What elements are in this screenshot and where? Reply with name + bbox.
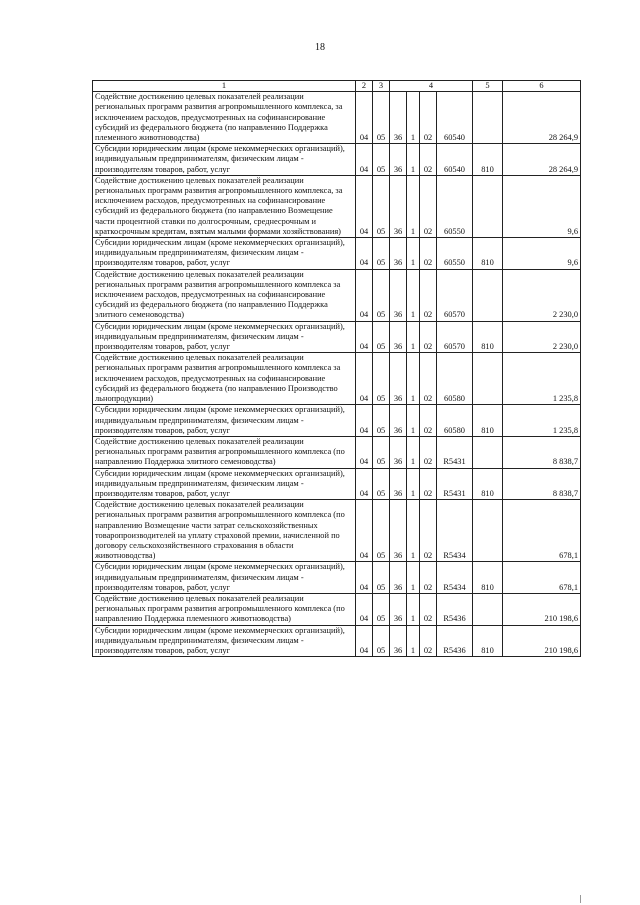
row-description: Содействие достижению целевых показателей реализации региональных программ развития агропромышленного комплекса (по направлению Возмещение части затрат сельскохозяйственных товаропроизводителей на уплату страховой премии, начисленной по договору сельскохозяйственного страхования в области животноводства) bbox=[93, 500, 356, 562]
row-code-2: 04 bbox=[356, 353, 373, 405]
row-amount: 210 198,6 bbox=[503, 625, 581, 657]
row-amount: 2 230,0 bbox=[503, 269, 581, 321]
row-code-4c: 02 bbox=[420, 625, 437, 657]
row-code-3: 05 bbox=[373, 175, 390, 237]
row-description: Субсидии юридическим лицам (кроме некоммерческих организаций), индивидуальным предпринимателям, физическим лицам - производителям товаров, работ, услуг bbox=[93, 562, 356, 594]
row-code-5: 810 bbox=[473, 321, 503, 353]
row-code-4b: 1 bbox=[407, 321, 420, 353]
row-description: Субсидии юридическим лицам (кроме некоммерческих организаций), индивидуальным предпринимателям, физическим лицам - производителям товаров, работ, услуг bbox=[93, 321, 356, 353]
header-col-2: 2 bbox=[356, 81, 373, 92]
row-code-5 bbox=[473, 92, 503, 144]
row-code-4c: 02 bbox=[420, 353, 437, 405]
row-code-4a: 36 bbox=[390, 593, 407, 625]
row-code-5: 810 bbox=[473, 468, 503, 500]
row-code-3: 05 bbox=[373, 625, 390, 657]
row-amount: 8 838,7 bbox=[503, 436, 581, 468]
table-body bbox=[93, 92, 581, 657]
row-code-4c: 02 bbox=[420, 175, 437, 237]
table-header-row bbox=[93, 81, 581, 92]
row-code-5: 810 bbox=[473, 625, 503, 657]
row-amount: 210 198,6 bbox=[503, 593, 581, 625]
row-code-4d: 60570 bbox=[437, 321, 473, 353]
row-amount: 1 235,8 bbox=[503, 353, 581, 405]
row-code-3: 05 bbox=[373, 562, 390, 594]
row-code-4d: R5434 bbox=[437, 500, 473, 562]
row-code-4d: 60540 bbox=[437, 92, 473, 144]
row-code-5: 810 bbox=[473, 405, 503, 437]
row-amount: 9,6 bbox=[503, 175, 581, 237]
row-code-3: 05 bbox=[373, 500, 390, 562]
row-code-3: 05 bbox=[373, 238, 390, 270]
row-code-3: 05 bbox=[373, 144, 390, 176]
row-code-4c: 02 bbox=[420, 269, 437, 321]
row-code-4d: 60550 bbox=[437, 175, 473, 237]
row-code-4d: R5434 bbox=[437, 562, 473, 594]
row-code-4b: 1 bbox=[407, 175, 420, 237]
scan-mark bbox=[580, 895, 581, 903]
row-code-4c: 02 bbox=[420, 500, 437, 562]
page-number: 18 bbox=[315, 42, 325, 53]
table-row bbox=[93, 175, 581, 237]
row-code-3: 05 bbox=[373, 405, 390, 437]
row-code-4b: 1 bbox=[407, 353, 420, 405]
row-code-2: 04 bbox=[356, 238, 373, 270]
row-code-4a: 36 bbox=[390, 269, 407, 321]
row-code-5: 810 bbox=[473, 144, 503, 176]
row-code-4b: 1 bbox=[407, 238, 420, 270]
row-code-4c: 02 bbox=[420, 593, 437, 625]
table-row bbox=[93, 500, 581, 562]
row-code-2: 04 bbox=[356, 405, 373, 437]
row-description: Содействие достижению целевых показателей реализации региональных программ развития агропромышленного комплекса за исключением расходов, предусмотренных на софинансирование субсидий из федерального бюджета (по направлению Поддержка элитного семеноводства) bbox=[93, 269, 356, 321]
row-code-3: 05 bbox=[373, 321, 390, 353]
row-amount: 8 838,7 bbox=[503, 468, 581, 500]
table-row bbox=[93, 92, 581, 144]
row-code-4b: 1 bbox=[407, 593, 420, 625]
row-code-3: 05 bbox=[373, 436, 390, 468]
table-row bbox=[93, 593, 581, 625]
row-code-4b: 1 bbox=[407, 436, 420, 468]
row-code-4c: 02 bbox=[420, 321, 437, 353]
row-amount: 1 235,8 bbox=[503, 405, 581, 437]
row-code-4d: 60580 bbox=[437, 405, 473, 437]
row-code-4d: R5431 bbox=[437, 436, 473, 468]
header-col-6: 6 bbox=[503, 81, 581, 92]
row-code-4a: 36 bbox=[390, 353, 407, 405]
row-code-4b: 1 bbox=[407, 269, 420, 321]
row-code-4a: 36 bbox=[390, 436, 407, 468]
row-code-2: 04 bbox=[356, 468, 373, 500]
row-code-2: 04 bbox=[356, 144, 373, 176]
header-col-3: 3 bbox=[373, 81, 390, 92]
budget-table bbox=[92, 80, 581, 657]
row-code-4b: 1 bbox=[407, 144, 420, 176]
row-code-5 bbox=[473, 269, 503, 321]
row-code-4d: R5431 bbox=[437, 468, 473, 500]
row-code-3: 05 bbox=[373, 353, 390, 405]
row-amount: 28 264,9 bbox=[503, 144, 581, 176]
header-col-1: 1 bbox=[93, 81, 356, 92]
row-code-4b: 1 bbox=[407, 405, 420, 437]
row-code-4b: 1 bbox=[407, 500, 420, 562]
row-code-3: 05 bbox=[373, 468, 390, 500]
row-code-5: 810 bbox=[473, 562, 503, 594]
row-code-4d: 60570 bbox=[437, 269, 473, 321]
row-code-3: 05 bbox=[373, 593, 390, 625]
row-code-4c: 02 bbox=[420, 562, 437, 594]
table-row bbox=[93, 321, 581, 353]
row-code-5 bbox=[473, 175, 503, 237]
table-row bbox=[93, 269, 581, 321]
row-amount: 28 264,9 bbox=[503, 92, 581, 144]
row-code-5 bbox=[473, 353, 503, 405]
row-description: Содействие достижению целевых показателей реализации региональных программ развития агропромышленного комплекса (по направлению Поддержка племенного животноводства) bbox=[93, 593, 356, 625]
table-row bbox=[93, 468, 581, 500]
row-code-4a: 36 bbox=[390, 405, 407, 437]
row-code-4c: 02 bbox=[420, 468, 437, 500]
row-code-2: 04 bbox=[356, 269, 373, 321]
row-code-4c: 02 bbox=[420, 144, 437, 176]
row-code-2: 04 bbox=[356, 436, 373, 468]
row-code-2: 04 bbox=[356, 321, 373, 353]
row-code-4c: 02 bbox=[420, 238, 437, 270]
header-col-4: 4 bbox=[390, 81, 473, 92]
row-code-5 bbox=[473, 593, 503, 625]
row-code-2: 04 bbox=[356, 625, 373, 657]
row-code-4a: 36 bbox=[390, 175, 407, 237]
row-code-4a: 36 bbox=[390, 238, 407, 270]
row-description: Содействие достижению целевых показателей реализации региональных программ развития агропромышленного комплекса за исключением расходов, предусмотренных на софинансирование субсидий из федерального бюджета (по направлению Производство льнопродукции) bbox=[93, 353, 356, 405]
row-code-4d: 60540 bbox=[437, 144, 473, 176]
row-code-4a: 36 bbox=[390, 321, 407, 353]
row-code-4d: R5436 bbox=[437, 625, 473, 657]
row-description: Содействие достижению целевых показателей реализации региональных программ развития агропромышленного комплекса (по направлению Поддержка элитного семеноводства) bbox=[93, 436, 356, 468]
row-code-4d: 60580 bbox=[437, 353, 473, 405]
row-description: Субсидии юридическим лицам (кроме некоммерческих организаций), индивидуальным предпринимателям, физическим лицам - производителям товаров, работ, услуг bbox=[93, 468, 356, 500]
row-code-4b: 1 bbox=[407, 625, 420, 657]
row-code-2: 04 bbox=[356, 175, 373, 237]
row-code-5: 810 bbox=[473, 238, 503, 270]
row-description: Субсидии юридическим лицам (кроме некоммерческих организаций), индивидуальным предпринимателям, физическим лицам - производителям товаров, работ, услуг bbox=[93, 405, 356, 437]
row-code-2: 04 bbox=[356, 500, 373, 562]
table-row bbox=[93, 238, 581, 270]
row-description: Содействие достижению целевых показателей реализации региональных программ развития агропромышленного комплекса, за исключением расходов, предусмотренных на софинансирование субсидий из федерального бюджета (по направлению Возмещение части процентной ставки по долгосрочным, среднесрочным и краткосрочным кредитам, взятым малыми формами хозяйствования) bbox=[93, 175, 356, 237]
row-code-4b: 1 bbox=[407, 562, 420, 594]
table-row bbox=[93, 562, 581, 594]
row-code-4a: 36 bbox=[390, 468, 407, 500]
row-description: Содействие достижению целевых показателей реализации региональных программ развития агропромышленного комплекса, за исключением расходов, предусмотренных на софинансирование субсидий из федерального бюджета (по направлению Поддержка племенного животноводства) bbox=[93, 92, 356, 144]
table-row bbox=[93, 405, 581, 437]
row-code-4c: 02 bbox=[420, 92, 437, 144]
table-row bbox=[93, 144, 581, 176]
row-description: Субсидии юридическим лицам (кроме некоммерческих организаций), индивидуальным предпринимателям, физическим лицам - производителям товаров, работ, услуг bbox=[93, 144, 356, 176]
row-description: Субсидии юридическим лицам (кроме некоммерческих организаций), индивидуальным предпринимателям, физическим лицам - производителям товаров, работ, услуг bbox=[93, 625, 356, 657]
row-code-5 bbox=[473, 436, 503, 468]
row-code-3: 05 bbox=[373, 92, 390, 144]
row-code-2: 04 bbox=[356, 562, 373, 594]
row-code-4a: 36 bbox=[390, 562, 407, 594]
row-code-4a: 36 bbox=[390, 144, 407, 176]
row-code-4b: 1 bbox=[407, 92, 420, 144]
row-code-4c: 02 bbox=[420, 405, 437, 437]
row-code-4a: 36 bbox=[390, 500, 407, 562]
row-code-4d: R5436 bbox=[437, 593, 473, 625]
row-amount: 9,6 bbox=[503, 238, 581, 270]
row-code-4d: 60550 bbox=[437, 238, 473, 270]
row-code-4c: 02 bbox=[420, 436, 437, 468]
row-code-4a: 36 bbox=[390, 625, 407, 657]
row-amount: 678,1 bbox=[503, 500, 581, 562]
table-row bbox=[93, 625, 581, 657]
row-amount: 2 230,0 bbox=[503, 321, 581, 353]
table-row bbox=[93, 436, 581, 468]
row-amount: 678,1 bbox=[503, 562, 581, 594]
row-code-2: 04 bbox=[356, 92, 373, 144]
row-code-2: 04 bbox=[356, 593, 373, 625]
row-description: Субсидии юридическим лицам (кроме некоммерческих организаций), индивидуальным предпринимателям, физическим лицам - производителям товаров, работ, услуг bbox=[93, 238, 356, 270]
row-code-5 bbox=[473, 500, 503, 562]
table-row bbox=[93, 353, 581, 405]
row-code-4a: 36 bbox=[390, 92, 407, 144]
row-code-3: 05 bbox=[373, 269, 390, 321]
header-col-5: 5 bbox=[473, 81, 503, 92]
row-code-4b: 1 bbox=[407, 468, 420, 500]
